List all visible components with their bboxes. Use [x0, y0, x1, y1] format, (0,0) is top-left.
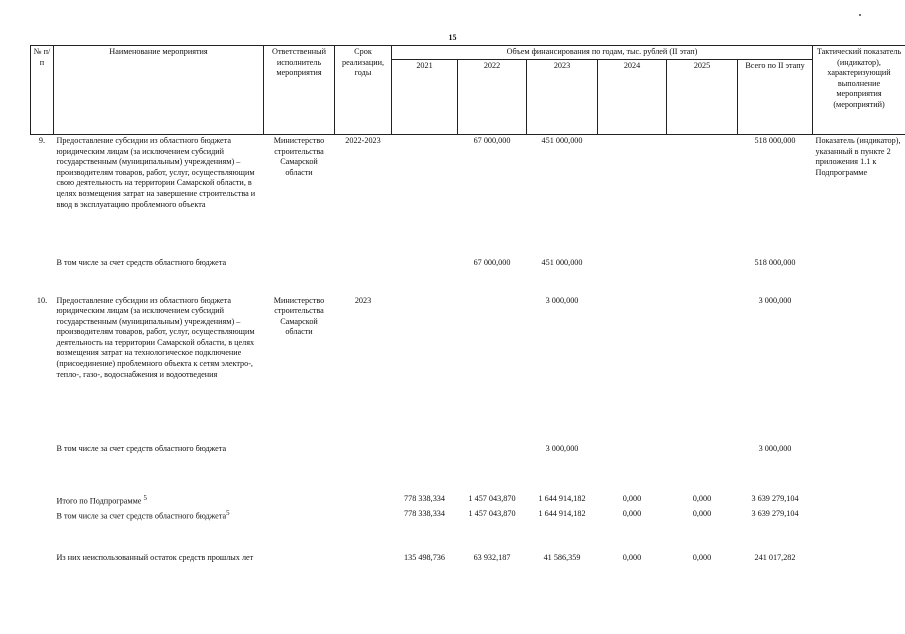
- row-value-2021: [392, 295, 458, 443]
- row-value-2024: 0,000: [622, 552, 642, 562]
- table-row: [31, 295, 905, 443]
- row-value-2025: 0,000: [692, 493, 712, 503]
- row-indicator: [813, 443, 905, 493]
- table-row-total: [31, 493, 905, 508]
- footnote-mark: 5: [226, 509, 230, 517]
- row-value-2022: 67 000,000: [473, 136, 511, 145]
- page-number: 15: [448, 33, 457, 42]
- row-value-2024: [598, 295, 667, 443]
- row-value-2025: 0,000: [692, 508, 712, 518]
- row-value-2025: [667, 135, 738, 257]
- row-executor: Министерство строительства Самарской области: [273, 136, 325, 177]
- row-value-2024: [598, 257, 667, 295]
- row-indicator: [813, 493, 905, 508]
- row-indicator: [813, 508, 905, 552]
- footnote-mark: 5: [143, 494, 147, 502]
- row-name: В том числе за счет средств областного бюджета: [56, 443, 227, 453]
- row-value-2021: 135 498,736: [404, 552, 445, 562]
- row-value-2021: 778 338,334: [404, 508, 445, 518]
- row-value-total: 518 000,000: [754, 136, 796, 145]
- row-period: [335, 257, 392, 295]
- program-table: [30, 45, 905, 582]
- header-no: № п/п: [31, 46, 54, 135]
- row-number: [31, 493, 54, 508]
- header-year: 2024: [598, 59, 667, 134]
- row-value-2022: 1 457 043,870: [468, 508, 516, 518]
- table-row: [31, 443, 905, 493]
- header-year: 2021: [392, 59, 458, 134]
- row-value-2025: [667, 295, 738, 443]
- row-period: 2022-2023: [345, 136, 381, 145]
- row-number: [31, 257, 54, 295]
- row-indicator: [813, 295, 905, 443]
- row-name-text: Итого по Подпрограмме: [56, 496, 142, 506]
- header-year: 2023: [527, 59, 598, 134]
- row-period: [335, 552, 392, 582]
- header-year: 2025: [667, 59, 738, 134]
- row-period: 2023: [354, 295, 372, 305]
- row-executor: Министерство строительства Самарской области: [273, 295, 325, 337]
- row-period: [335, 493, 392, 508]
- row-executor: [264, 508, 335, 552]
- header-period: Срок реализации, годы: [335, 46, 392, 135]
- row-value-2021: [392, 443, 458, 493]
- row-executor: [264, 493, 335, 508]
- row-number: 9.: [38, 136, 46, 145]
- header-name: Наименование мероприятия: [54, 46, 264, 135]
- row-name: Предоставление субсидии из областного бюджета юридическим лицам (за исключением субсидий государственным (муниципальным) учреждениям) – производителям товаров, работ, услуг, осуществляющим деятельность на территории Самарской области, в целях возмещения затрат на технологическое подключение (присоединение) проблемного объекта к сетям электро-, тепло-, газо-, водоснабжения и водоотведения: [56, 295, 255, 379]
- row-value-2021: [392, 135, 458, 257]
- row-value-total: 241 017,282: [754, 552, 796, 562]
- row-name: [54, 493, 264, 508]
- row-value-2024: [598, 443, 667, 493]
- row-value-total: 518 000,000: [754, 257, 796, 267]
- row-executor: [264, 552, 335, 582]
- row-value-2022: 67 000,000: [473, 257, 511, 267]
- row-value-total: 3 639 279,104: [751, 493, 799, 503]
- row-value-2023: 451 000,000: [541, 136, 583, 145]
- row-indicator: [813, 552, 905, 582]
- row-value-total: 3 639 279,104: [751, 508, 799, 518]
- row-value-2023: 3 000,000: [545, 443, 579, 453]
- header-year: 2022: [458, 59, 527, 134]
- header-year-total: Всего по II этапу: [738, 59, 813, 134]
- row-executor: [264, 257, 335, 295]
- row-value-2023: 1 644 914,182: [538, 508, 586, 518]
- row-value-2021: 778 338,334: [404, 493, 445, 503]
- row-number: 10.: [36, 295, 48, 305]
- row-value-2022: 1 457 043,870: [468, 493, 516, 503]
- row-value-2023: 3 000,000: [545, 295, 579, 305]
- row-value-2023: 1 644 914,182: [538, 493, 586, 503]
- row-name-text: В том числе за счет средств областного бюджета: [56, 511, 227, 521]
- row-value-2024: 0,000: [622, 493, 642, 503]
- row-executor: [264, 443, 335, 493]
- header-funding: Объем финансирования по годам, тыс. рублей (II этап): [392, 46, 813, 60]
- row-number: [31, 443, 54, 493]
- row-value-2023: 41 586,359: [543, 552, 581, 562]
- row-value-2021: [392, 257, 458, 295]
- row-indicator: Показатель (индикатор), указанный в пункте 2 приложения 1.1 к Подпрограмме: [815, 136, 901, 177]
- row-value-total: 3 000,000: [758, 295, 792, 305]
- table-row-total-budget: [31, 508, 905, 552]
- header-indicator: Тактический показатель (индикатор), характеризующий выполнение мероприятия (мероприятий): [813, 46, 905, 135]
- row-name: Из них неиспользованный остаток средств прошлых лет: [56, 552, 254, 562]
- row-value-2022: [458, 443, 527, 493]
- row-indicator: [813, 257, 905, 295]
- row-period: [335, 443, 392, 493]
- row-value-2025: [667, 443, 738, 493]
- table-row-remainder: [31, 552, 905, 582]
- scan-speck: [859, 14, 861, 16]
- row-value-2022: [458, 295, 527, 443]
- table-row: [31, 135, 905, 257]
- row-name: [54, 508, 264, 552]
- row-number: [31, 552, 54, 582]
- row-value-total: 3 000,000: [758, 443, 792, 453]
- row-value-2025: 0,000: [692, 552, 712, 562]
- row-value-2023: 451 000,000: [541, 257, 583, 267]
- row-value-2024: 0,000: [622, 508, 642, 518]
- row-value-2024: [598, 135, 667, 257]
- row-name: Предоставление субсидии из областного бюджета юридическим лицам (за исключением субсидий государственным (муниципальным) учреждениям) – производителям товаров, работ, услуг, осуществляющим свою деятельность на территории Самарской области, в целях возмещения затрат на завершение строительства и ввод в эксплуатацию проблемного объекта: [56, 136, 256, 209]
- row-name: В том числе за счет средств областного бюджета: [56, 257, 227, 267]
- row-period: [335, 508, 392, 552]
- row-value-2025: [667, 257, 738, 295]
- header-executor: Ответственный исполнитель мероприятия: [264, 46, 335, 135]
- row-number: [31, 508, 54, 552]
- table-row: [31, 257, 905, 295]
- row-value-2022: 63 932,187: [473, 552, 511, 562]
